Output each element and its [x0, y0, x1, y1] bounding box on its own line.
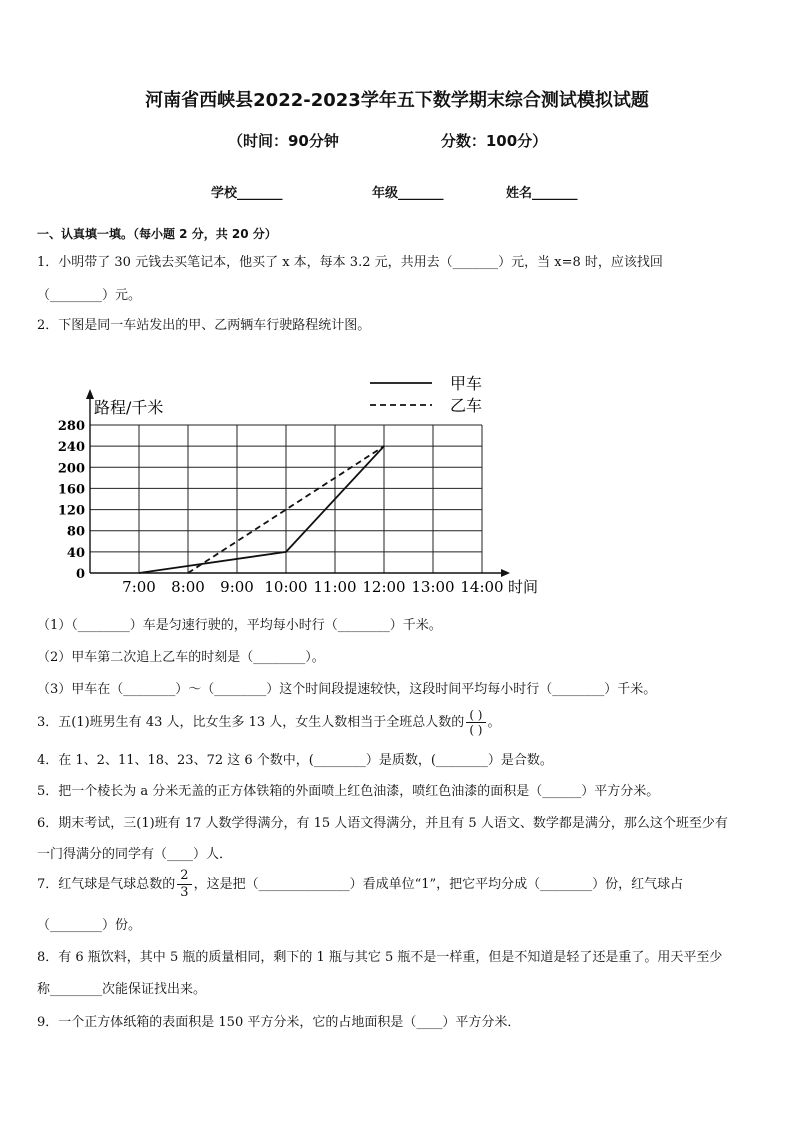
question-3-end: 。	[487, 715, 501, 730]
x-tick-label: 7:00	[122, 578, 156, 596]
question-4: 4．在 1、2、11、18、23、72 这 6 个数中，(________）是质数，(________）是合数。	[37, 753, 553, 768]
question-1-line-1: 1．小明带了 30 元钱去买笔记本，他买了 x 本，每本 3.2 元，共用去（_______）元，当 x=8 时，应该找回	[37, 255, 663, 270]
x-tick-label: 11:00	[313, 578, 357, 596]
question-6-line-2: 一门得满分的同学有（____）人．	[37, 847, 233, 862]
chart-axes	[86, 389, 510, 577]
question-1-line-2: （________）元。	[37, 288, 142, 303]
exam-score: 分数：100分）	[440, 132, 548, 150]
question-2-part-3: （3）甲车在（________）～（________）这个时间段提速较快，这段时间平均每小时行（________）千米。	[37, 682, 657, 697]
question-8-line-2: 称________次能保证找出来。	[37, 982, 207, 997]
x-tick-label: 14:00	[460, 578, 504, 596]
fraction-denominator: ( )	[469, 723, 483, 737]
x-axis-arrow	[501, 569, 510, 577]
question-3	[37, 708, 501, 737]
y-tick-label: 80	[66, 524, 85, 540]
exam-time: （时间：90分钟	[228, 132, 339, 150]
question-5: 5．把一个棱长为 a 分米无盖的正方体铁箱的外面喷上红色油漆，喷红色油漆的面积是（______）平方分米。	[37, 784, 660, 799]
question-6-line-1: 6．期末考试，三(1)班有 17 人数学得满分，有 15 人语文得满分，并且有 5 人语文、数学都是满分，那么这个班至少有	[37, 816, 728, 831]
question-2-part-1: （1）（________）车是匀速行驶的，平均每小时行（________）千米。	[37, 618, 442, 633]
question-8-line-1: 8．有 6 瓶饮料，其中 5 瓶的质量相同，剩下的 1 瓶与其它 5 瓶不是一样重，但是不知道是轻了还是重了。用天平至少	[37, 950, 723, 965]
name-field[interactable]: 姓名_______	[506, 186, 578, 201]
legend-label: 甲车	[450, 374, 483, 393]
y-tick-label: 240	[57, 440, 85, 456]
y-tick-label: 200	[57, 461, 85, 477]
question-3-text: 3．五(1)班男生有 43 人，比女生多 13 人，女生人数相当于全班总人数的	[37, 715, 465, 730]
x-tick-label: 10:00	[264, 578, 308, 596]
school-field[interactable]: 学校_______	[211, 186, 283, 201]
question-2-part-2: （2）甲车第二次追上乙车的时刻是（________）。	[37, 650, 325, 665]
x-tick-label: 8:00	[171, 578, 205, 596]
y-tick-label: 120	[57, 503, 85, 519]
page-title: 河南省西峡县2022-2023学年五下数学期末综合测试模拟试题	[145, 90, 649, 111]
y-tick-label: 0	[75, 567, 85, 582]
question-7-text: 7．红气球是气球总数的	[37, 877, 176, 892]
question-3-fraction	[466, 708, 485, 737]
y-tick-label: 160	[57, 482, 85, 498]
section-heading: 一、认真填一填。（每小题 2 分，共 20 分）	[37, 227, 277, 241]
y-tick-label: 40	[66, 545, 85, 561]
chart-legend	[370, 374, 482, 415]
exam-meta	[228, 130, 547, 151]
question-2: 2．下图是同一车站发出的甲、乙两辆车行驶路程统计图。	[37, 318, 371, 333]
question-7-line-2: （________）份。	[37, 918, 142, 933]
distance-time-chart	[40, 365, 560, 605]
question-9: 9．一个正方体纸箱的表面积是 150 平方分米，它的占地面积是（____）平方分米．	[37, 1015, 521, 1030]
x-tick-label: 13:00	[411, 578, 455, 596]
x-tick-label: 9:00	[220, 578, 254, 596]
question-7-text-2: ，这是把（______________）看成单位“1”，把它平均分成（________）份，红气球占	[193, 877, 684, 892]
x-tick-label: 12:00	[362, 578, 406, 596]
question-7-fraction	[177, 868, 191, 901]
y-axis-arrow	[86, 389, 94, 399]
grade-field[interactable]: 年级_______	[372, 186, 444, 201]
question-7-line-1	[37, 868, 683, 901]
fraction-denominator: 3	[180, 885, 189, 900]
y-tick-label: 280	[57, 419, 85, 434]
legend-label: 乙车	[450, 396, 483, 415]
fraction-numerator: ( )	[466, 708, 485, 723]
fraction-numerator: 2	[177, 868, 191, 885]
y-axis-label: 路程/千米	[94, 398, 164, 417]
x-axis-label: 时间	[508, 578, 539, 596]
